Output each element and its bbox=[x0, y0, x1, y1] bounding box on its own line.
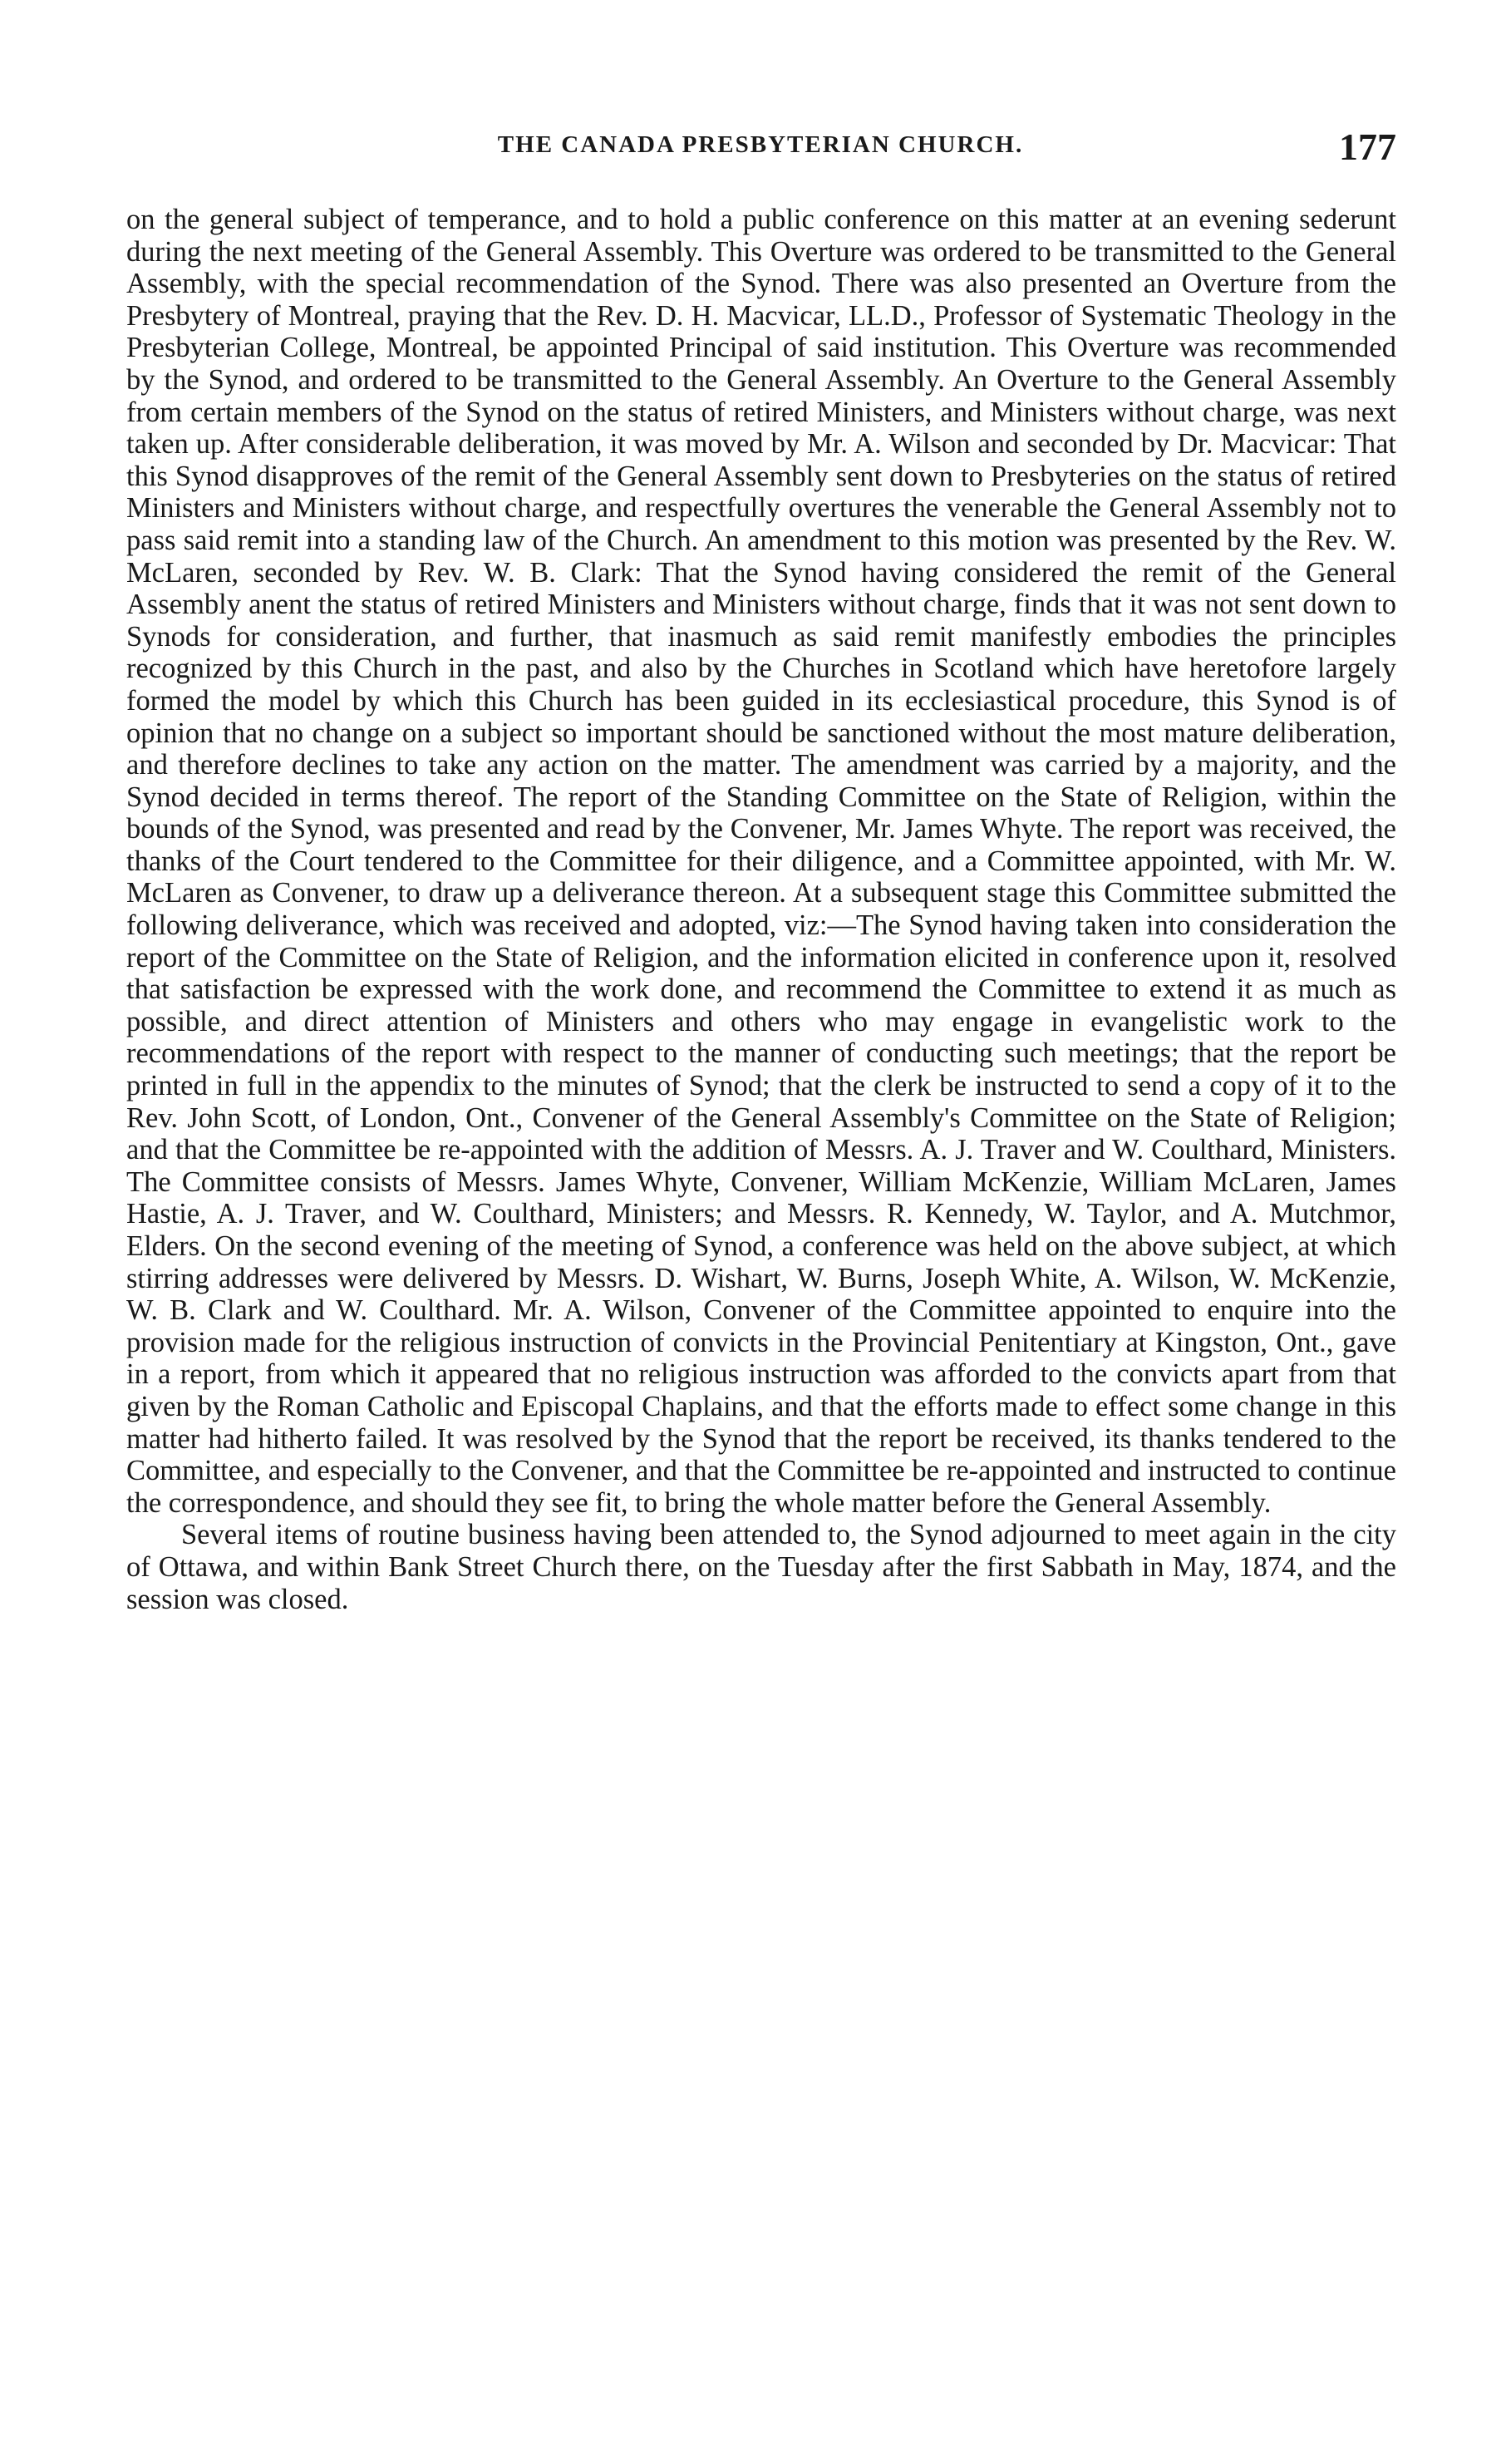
page-number: 177 bbox=[1339, 126, 1396, 168]
running-title: THE CANADA PRESBYTERIAN CHURCH. bbox=[497, 131, 1024, 158]
body-text bbox=[126, 204, 1396, 1615]
paragraph: on the general subject of temperance, and to hold a public conference on this matter at an evening sederunt during the next meeting of the General Assembly. This Overture was ordered to be transmitted to the General Assembly, with the special recommendation of the Synod. There was also presented an Overture from the Presbytery of Montreal, praying that the Rev. D. H. Macvicar, LL.D., Professor of Systematic Theology in the Presbyterian College, Montreal, be appointed Principal of said institution. This Overture was recommended by the Synod, and ordered to be transmitted to the General Assembly. An Overture to the General Assembly from certain members of the Synod on the status of retired Ministers, and Ministers without charge, was next taken up. After considerable deliberation, it was moved by Mr. A. Wilson and seconded by Dr. Macvicar: That this Synod disapproves of the remit of the General Assembly sent down to Presbyteries on the status of retired Ministers and Ministers without charge, and respectfully overtures the venerable the General Assembly not to pass said remit into a standing law of the Church. An amendment to this motion was presented by the Rev. W. McLaren, seconded by Rev. W. B. Clark: That the Synod having considered the remit of the General Assembly anent the status of retired Ministers and Ministers without charge, finds that it was not sent down to Synods for consideration, and further, that inasmuch as said remit manifestly embodies the principles recognized by this Church in the past, and also by the Churches in Scotland which have heretofore largely formed the model by which this Church has been guided in its ecclesiastical procedure, this Synod is of opinion that no change on a subject so important should be sanctioned without the most mature deliberation, and therefore declines to take any action on the matter. The amendment was carried by a majority, and the Synod decided in terms thereof. The report of the Standing Committee on the State of Religion, within the bounds of the Synod, was presented and read by the Convener, Mr. James Whyte. The report was received, the thanks of the Court tendered to the Committee for their diligence, and a Committee appointed, with Mr. W. McLaren as Convener, to draw up a deliverance thereon. At a subsequent stage this Committee submitted the following deliverance, which was received and adopted, viz:—The Synod having taken into consideration the report of the Committee on the State of Religion, and the information elicited in conference upon it, resolved that satisfaction be expressed with the work done, and recommend the Committee to extend it as much as possible, and direct attention of Ministers and others who may engage in evangelistic work to the recommendations of the report with respect to the manner of conducting such meetings; that the report be printed in full in the appendix to the minutes of Synod; that the clerk be instructed to send a copy of it to the Rev. John Scott, of London, Ont., Convener of the General Assembly's Committee on the State of Religion; and that the Committee be re-appointed with the addition of Messrs. A. J. Traver and W. Coulthard, Ministers. The Committee consists of Messrs. James Whyte, Convener, William McKenzie, William McLaren, James Hastie, A. J. Traver, and W. Coulthard, Ministers; and Messrs. R. Kennedy, W. Taylor, and A. Mutchmor, Elders. On the second evening of the meeting of Synod, a conference was held on the above subject, at which stirring addresses were delivered by Messrs. D. Wishart, W. Burns, Joseph White, A. Wilson, W. McKenzie, W. B. Clark and W. Coulthard. Mr. A. Wilson, Convener of the Committee appointed to enquire into the provision made for the religious instruction of convicts in the Provincial Penitentiary at Kingston, Ont., gave in a report, from which it appeared that no religious instruction was afforded to the convicts apart from that given by the Roman Catholic and Episcopal Chaplains, and that the efforts made to effect some change in this matter had hitherto failed. It was resolved by the Synod that the report be received, its thanks tendered to the Committee, and especially to the Convener, and that the Committee be re-appointed and instructed to continue the correspondence, and should they see fit, to bring the whole matter before the General Assembly. bbox=[126, 204, 1396, 1519]
paragraph: Several items of routine business having been attended to, the Synod adjourned to meet again in the city of Ottawa, and within Bank Street Church there, on the Tuesday after the first Sabbath in May, 1874, and the session was closed. bbox=[126, 1519, 1396, 1615]
page-header bbox=[125, 125, 1396, 175]
